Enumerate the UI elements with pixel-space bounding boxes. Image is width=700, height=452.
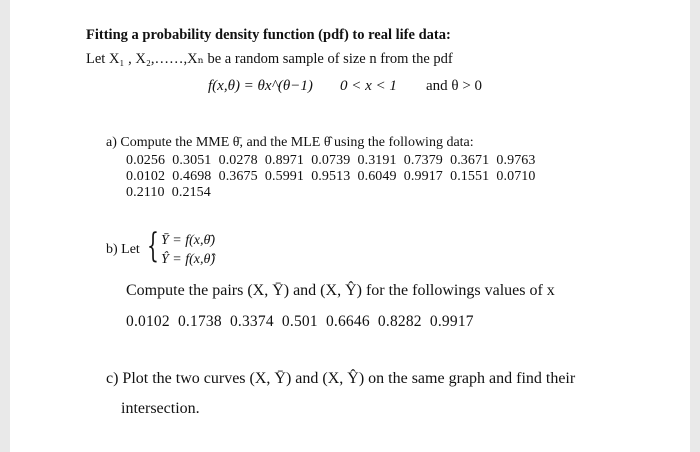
data-row-2: 0.0102 0.4698 0.3675 0.5991 0.9513 0.6049 0.9917 0.1551 0.0710 (126, 169, 536, 184)
data-row-1: 0.0256 0.3051 0.0278 0.8971 0.0739 0.3191 0.7379 0.3671 0.9763 (126, 153, 536, 168)
pdf-condition: and θ > 0 (426, 78, 483, 94)
part-c-line-2: intersection. (121, 400, 200, 417)
part-a-label: a) (106, 135, 117, 150)
pdf-formula: f(x,θ) = θx^(θ−1) (208, 78, 313, 94)
part-b-label: b) Let (106, 242, 140, 257)
intro-text: Let X₁ , X₂,……,Xₙ be a random sample of size n from the pdf (86, 51, 453, 67)
document-page (10, 0, 690, 452)
part-b-equation-2: Ŷ = f(x,θ̂) (161, 252, 216, 267)
part-b-equation-1: Ȳ = f(x,θ̄) (161, 233, 216, 248)
part-a-question (106, 135, 474, 151)
part-b-x-values: 0.0102 0.1738 0.3374 0.501 0.6646 0.8282 0.9917 (126, 313, 474, 330)
data-row-3: 0.2110 0.2154 (126, 185, 211, 200)
part-a-text: Compute the MME θ̄, and the MLE θ̂ using the following data: (120, 135, 474, 150)
left-brace-icon: { (147, 226, 159, 266)
part-b-compute-text: Compute the pairs (X, Ȳ) and (X, Ŷ) for the followings values of x (126, 282, 555, 299)
pdf-range: 0 < x < 1 (340, 78, 397, 94)
part-c-line-1: c) Plot the two curves (X, Ȳ) and (X, Ŷ) on the same graph and find their (106, 370, 576, 387)
document-title: Fitting a probability density function (pdf) to real life data: (86, 27, 451, 43)
